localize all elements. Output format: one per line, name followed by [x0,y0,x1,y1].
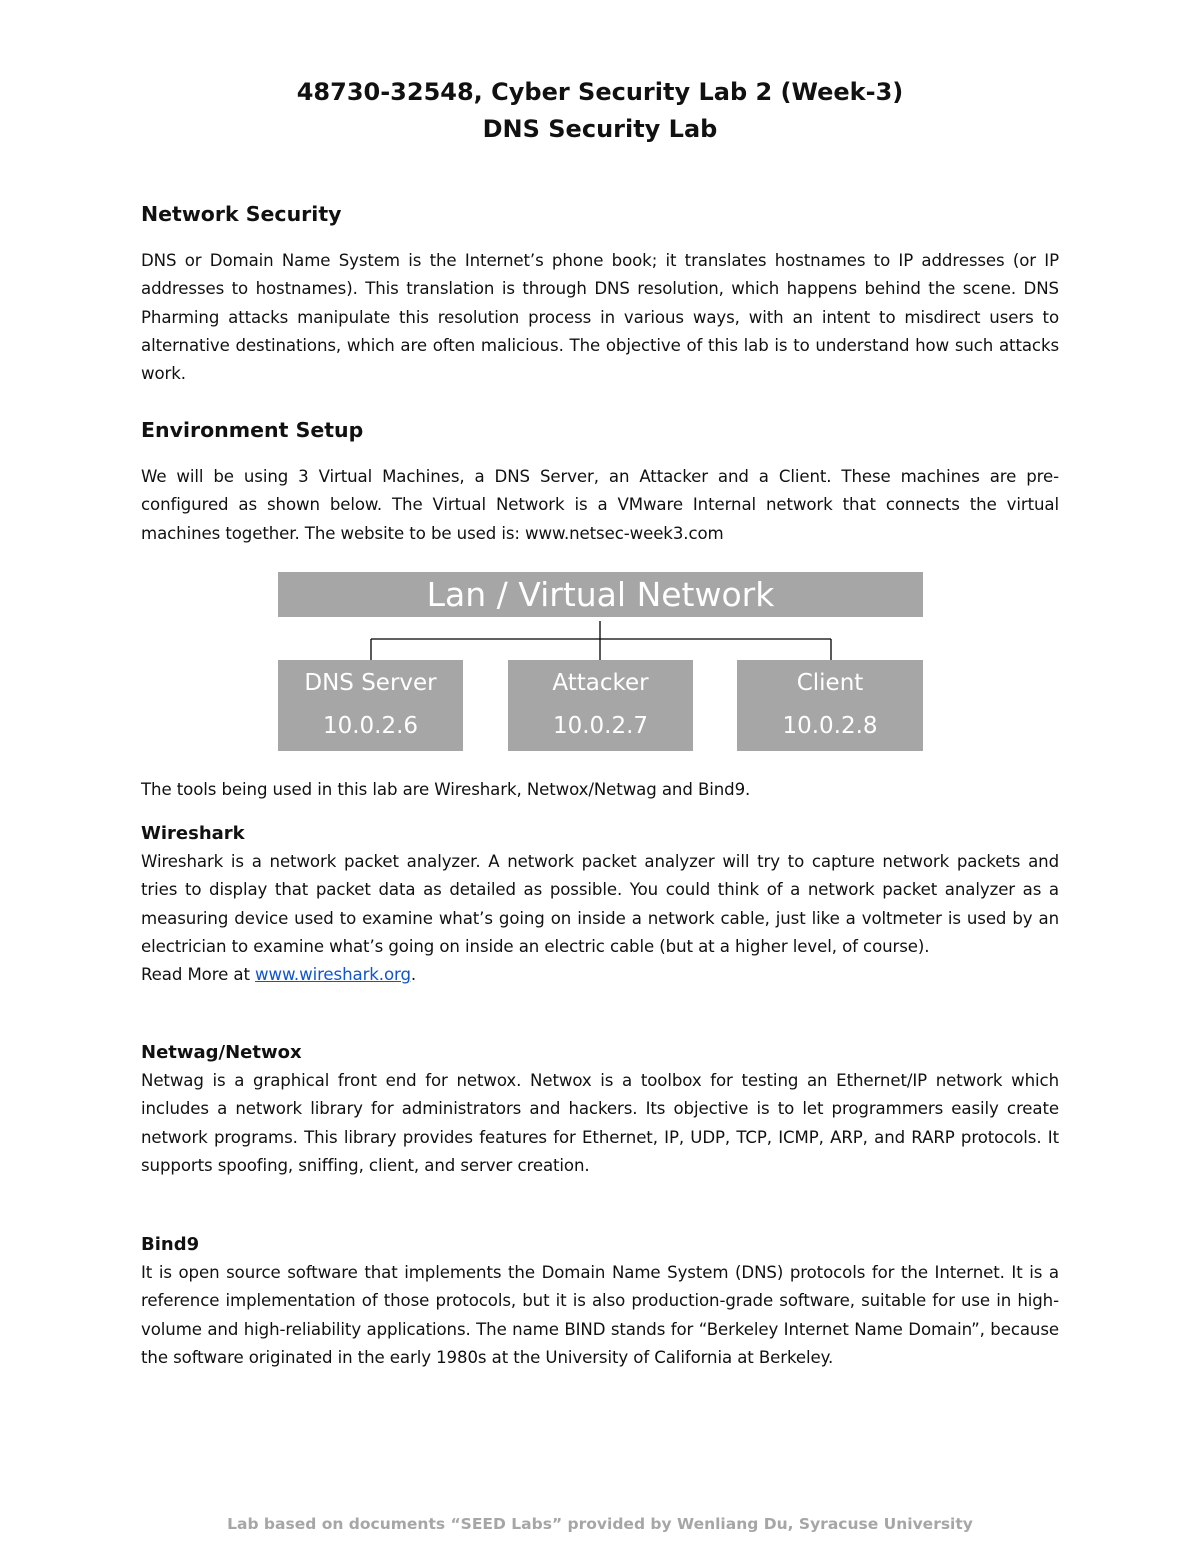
title-line-lab: DNS Security Lab [482,115,718,143]
paragraph-environment-setup: We will be using 3 Virtual Machines, a DNS Server, an Attacker and a Client. These machines are pre-configured as shown below. The Virtual Network is a VMware Internal network that connects the virtual machines together. The website to be used is: www.netsec-week3.com [141,467,1059,543]
node-ip: 10.0.2.8 [782,713,878,739]
wireshark-body: Wireshark is a network packet analyzer. A network packet analyzer will try to capture network packets and tries to display that packet data as detailed as possible. You could think of a network packet analyzer as a measuring device used to examine what’s going on inside a network cable, just like a voltmeter is used by an electrician to examine what’s going on inside an electric cable (but at a higher level, of course). [141,852,1059,956]
tools-intro: The tools being used in this lab are Wireshark, Netwox/Netwag and Bind9. [141,780,751,799]
document-title [0,74,1200,148]
heading-network-security: Network Security [141,202,342,226]
paragraph-network-security: DNS or Domain Name System is the Internet’s phone book; it translates hostnames to IP addresses (or IP addresses to hostnames). This translation is through DNS resolution, which happens behind the scene. DNS Pharming attacks manipulate this resolution process in various ways, with an intent to misdirect users to alternative destinations, which are often malicious. The objective of this lab is to understand how such attacks work. [141,251,1059,384]
heading-netwag-netwox: Netwag/Netwox [141,1042,302,1063]
node-dns-server [278,660,463,751]
node-name: Attacker [552,670,649,696]
title-line-course: 48730-32548, Cyber Security Lab 2 (Week-3) [296,78,904,106]
node-attacker [508,660,693,751]
lan-virtual-network-box: Lan / Virtual Network [278,572,923,617]
node-client [737,660,923,751]
paragraph-wireshark [141,848,1059,989]
heading-environment-setup: Environment Setup [141,418,364,442]
heading-wireshark: Wireshark [141,823,245,844]
network-diagram [278,572,924,752]
paragraph-bind9: It is open source software that implements the Domain Name System (DNS) protocols for the Internet. It is a reference implementation of those protocols, but it is also production-grade software, suitable for use in high-volume and high-reliability applications. The name BIND stands for “Berkeley Internet Name Domain”, because the software originated in the early 1980s at the University of California at Berkeley. [141,1263,1059,1367]
read-more-suffix: . [410,965,417,985]
node-name: DNS Server [304,670,437,696]
node-ip: 10.0.2.7 [552,713,649,739]
wireshark-link[interactable]: www.wireshark.org [255,965,411,985]
node-ip: 10.0.2.6 [322,713,419,739]
heading-bind9: Bind9 [141,1234,200,1255]
footer-credit: Lab based on documents “SEED Labs” provided by Wenliang Du, Syracuse University [227,1515,973,1533]
node-name: Client [796,670,864,696]
read-more-prefix: Read More at [141,965,256,985]
paragraph-netwag-netwox: Netwag is a graphical front end for netwox. Netwox is a toolbox for testing an Ethernet/IP network which includes a network library for administrators and hackers. Its objective is to let programmers easily create network programs. This library provides features for Ethernet, IP, UDP, TCP, ICMP, ARP, and RARP protocols. It supports spoofing, sniffing, client, and server creation. [141,1071,1059,1175]
